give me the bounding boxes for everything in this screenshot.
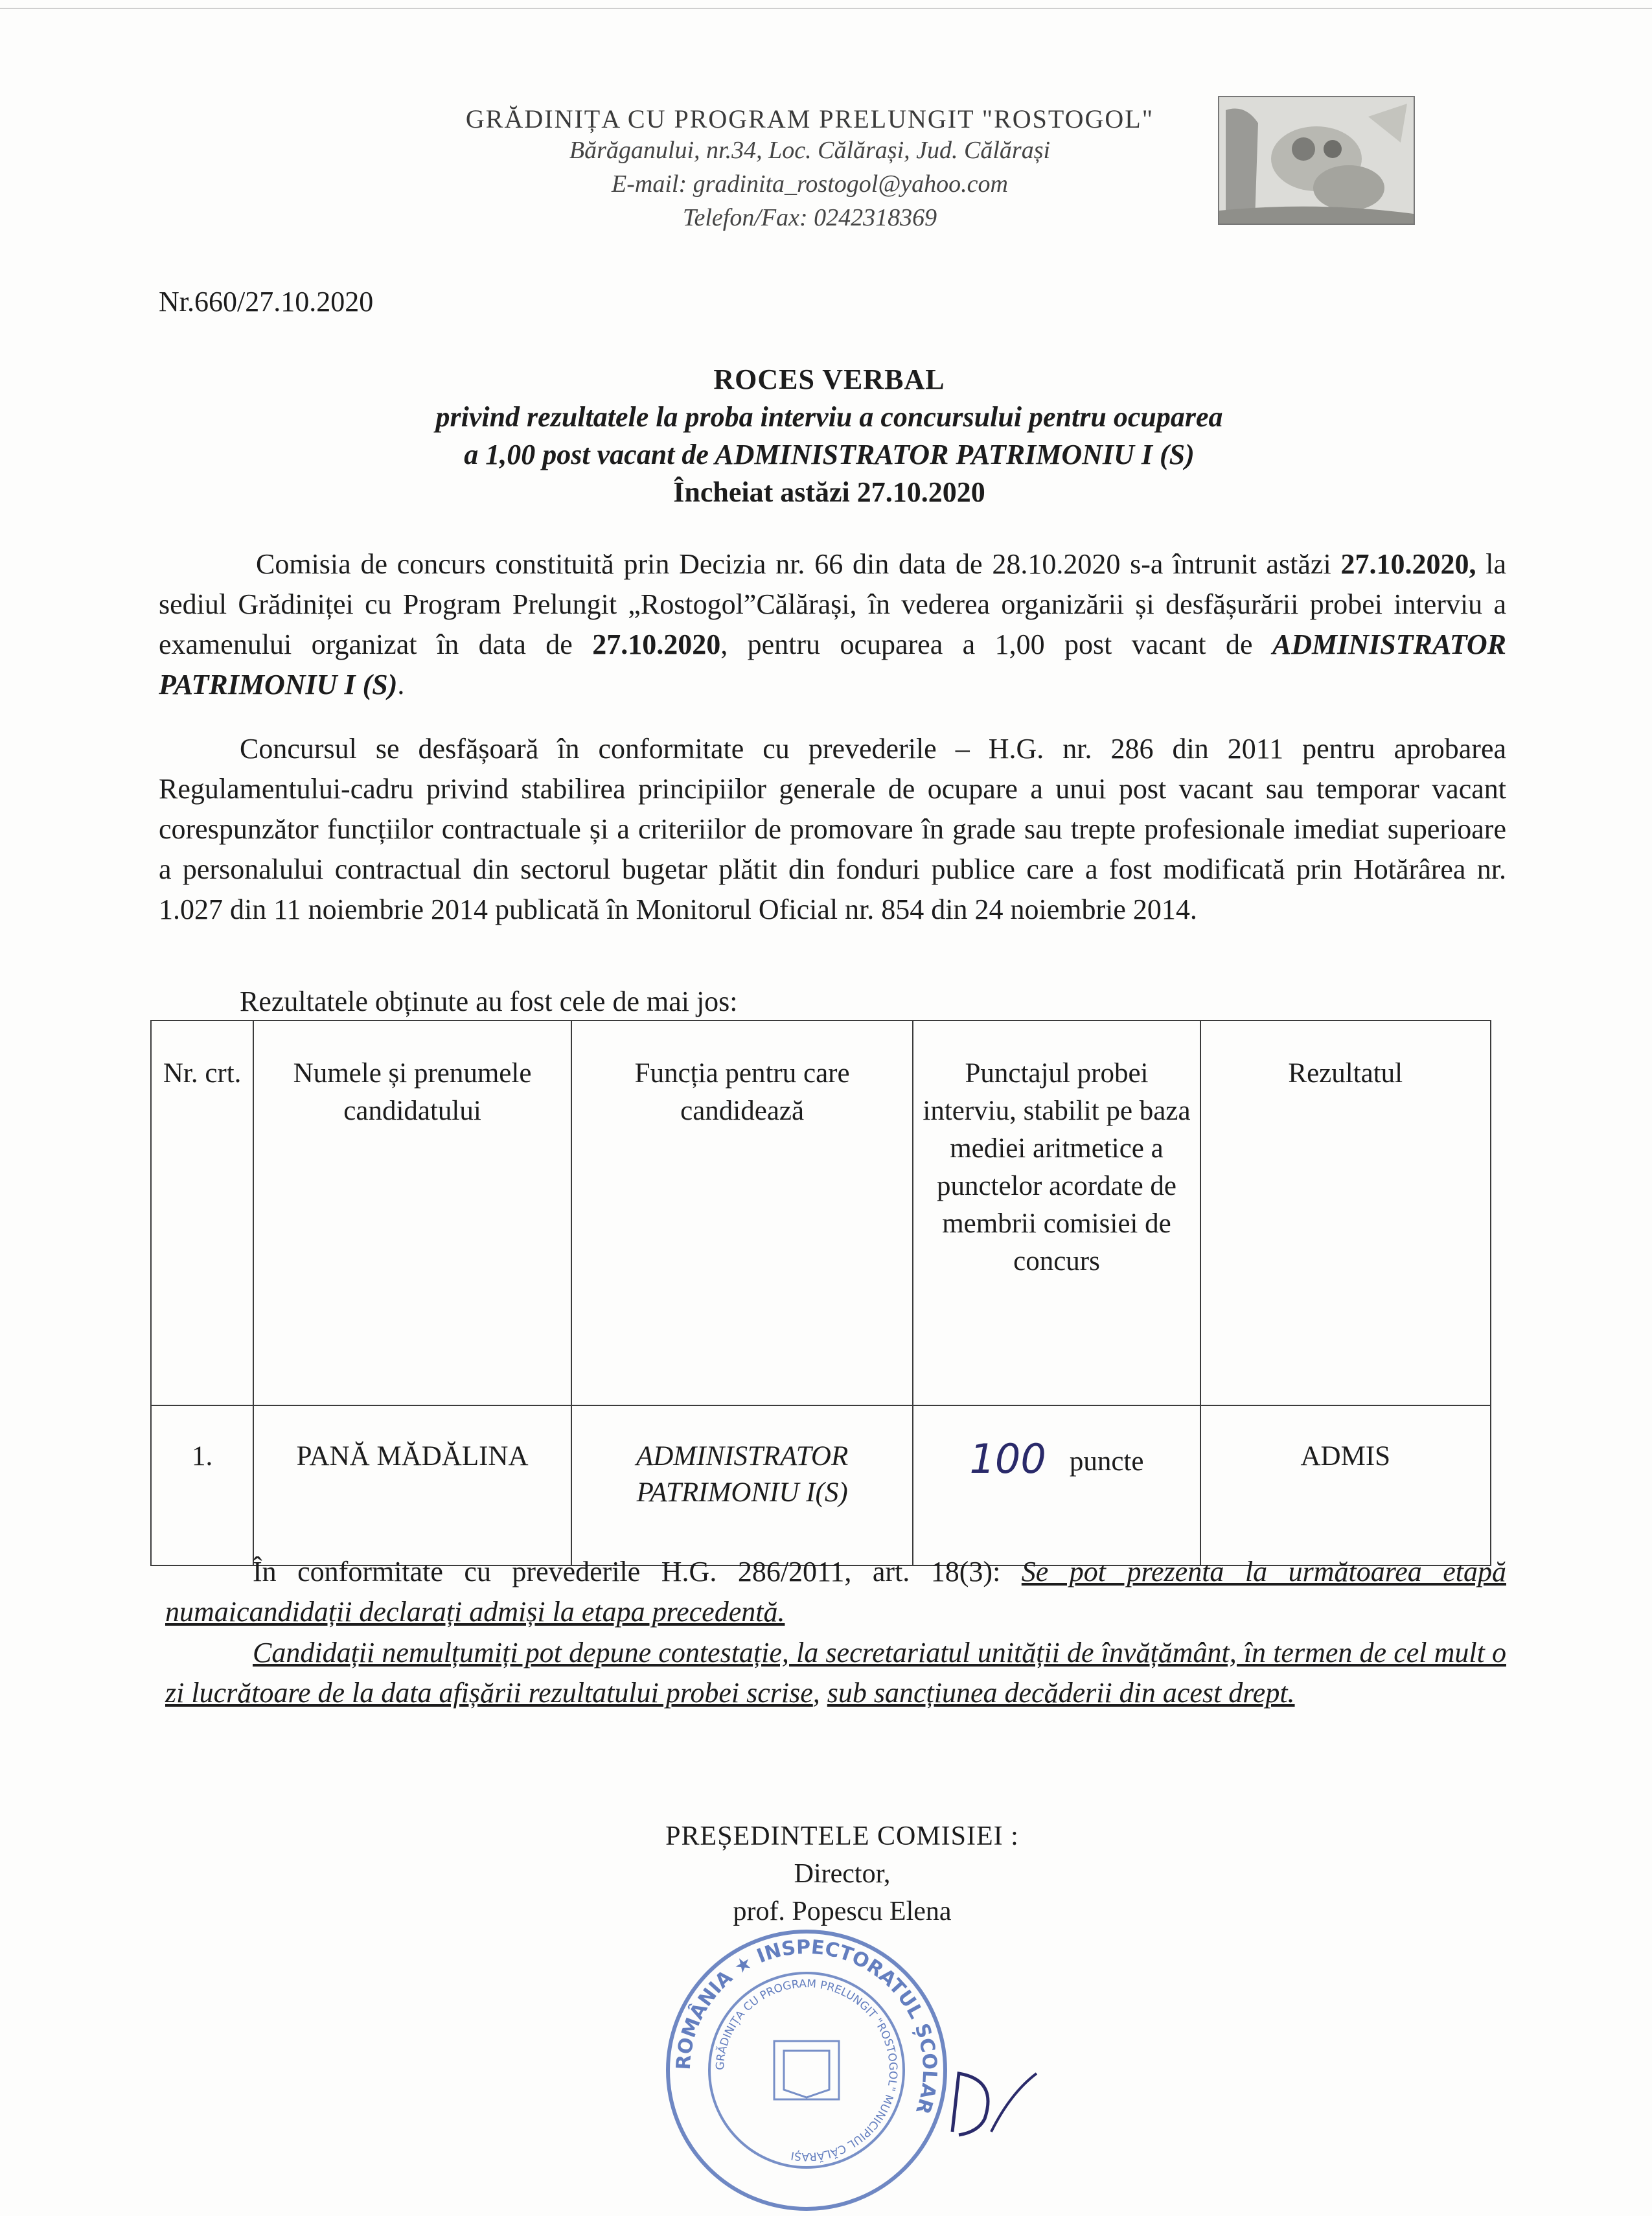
- paragraph-legislation: Concursul se desfășoară în conformitate cu prevederile – H.G. nr. 286 din 2011 pentru aprobarea Regulamentului-cadru privind stabilirea principiilor generale de ocupare a unui post vacant sau temporar vacant corespunzător funcțiilor contractuale și a criteriilor de promovare în grade sau trepte profesionale imediat superioare a personalului contractual din sectorul bugetar plătit din fonduri publice care a fost modificată prin Hotărârea nr. 1.027 din 11 noiembrie 2014 publicată în Monitorul Oficial nr. 854 din 24 noiembrie 2014.: [159, 733, 1506, 925]
- results-table: [150, 1020, 1491, 1566]
- score-unit: puncte: [1069, 1446, 1144, 1477]
- school-email: E-mail: gradinita_rostogol@yahoo.com: [612, 170, 1008, 198]
- document-subtitle-2: a 1,00 post vacant de ADMINISTRATOR PATRIMONIU I (S): [464, 439, 1195, 470]
- table-header-row: [151, 1021, 1491, 1405]
- school-name: GRĂDINIȚA CU PROGRAM PRELUNGIT "ROSTOGOL": [465, 104, 1154, 133]
- svg-text:GRĂDINIȚA CU PROGRAM PRELUNGIT: [714, 1978, 899, 2164]
- contest-text-a: Candidații nemulțumiți pot depune contestație, la secretariatul unității de învățământ, în termen de cel mult o zi lucrătoare de la data afișării rezultatului probei scrise: [165, 1637, 1506, 1709]
- para1-text-c: la sediul Grădiniței cu Program Prelungit „Rostogol”Călărași, în vederea organizării și desfășurării probei interviu a examenului organizat în data de: [159, 548, 1506, 660]
- para1-post-name: ADMINISTRATOR PATRIMONIU I (S): [159, 629, 1506, 700]
- regulation-underlined: Se pot prezenta la următoarea etapă numaicandidații declarați admiși la etapa precedentă.: [165, 1556, 1506, 1628]
- cell-result: ADMIS: [1200, 1405, 1491, 1565]
- handwritten-score: 100: [969, 1435, 1046, 1483]
- header-result: Rezultatul: [1200, 1021, 1491, 1405]
- cell-nr: 1.: [151, 1405, 253, 1565]
- table-row: [151, 1405, 1491, 1565]
- document-date-line: Încheiat astăzi 27.10.2020: [673, 476, 985, 508]
- header-score: Punctajul probei interviu, stabilit pe baza mediei aritmetice a punctelor acordate de membrii comisiei de concurs: [913, 1021, 1200, 1405]
- official-stamp: [664, 1928, 949, 2213]
- paragraph-regulation: [165, 1552, 1506, 1632]
- cell-function: ADMINISTRATOR PATRIMONIU I(S): [571, 1405, 913, 1565]
- regulation-text: În conformitate cu prevederile H.G. 286/2011, art. 18(3):: [253, 1556, 1022, 1587]
- president-position: Director,: [794, 1859, 891, 1889]
- document-title: ROCES VERBAL: [713, 364, 945, 395]
- para1-text-e: , pentru ocuparea a 1,00 post vacant de: [720, 629, 1272, 660]
- registration-number: Nr.660/27.10.2020: [159, 286, 374, 317]
- para1-date-bold: 27.10.2020,: [1340, 548, 1476, 580]
- stamp-outer-text: ROMÂNIA ★ INSPECTORATUL ȘCOLAR: [672, 1935, 941, 2117]
- stamp-seal-icon: [664, 1928, 949, 2213]
- cell-candidate-name: PANĂ MĂDĂLINA: [253, 1405, 571, 1565]
- top-edge-line: [0, 8, 1652, 9]
- para1-text-a: Comisia de concurs constituită prin Decizia nr. 66 din data de 28.10.2020 s-a întrunit astăzi: [256, 548, 1341, 580]
- signature-mark-icon: [939, 2060, 1043, 2138]
- stamp-inner-text: GRĂDINIȚA CU PROGRAM PRELUNGIT "ROSTOGOL" MUNICIPIUL CĂLĂRAȘI: [713, 1977, 900, 2164]
- header-function: Funcția pentru care candidează: [571, 1021, 913, 1405]
- logo-illustration-icon: [1219, 97, 1414, 224]
- header-name: Numele și prenumele candidatului: [253, 1021, 571, 1405]
- school-address: Bărăganului, nr.34, Loc. Călărași, Jud. Călărași: [569, 137, 1051, 164]
- contest-text-c: sub sancțiunea decăderii din acest drept.: [827, 1677, 1295, 1709]
- president-role: PREȘEDINTELE COMISIEI :: [665, 1821, 1019, 1851]
- president-name: prof. Popescu Elena: [733, 1897, 952, 1926]
- school-phone: Telefon/Fax: 0242318369: [682, 204, 937, 231]
- paragraph-contestation: [165, 1633, 1506, 1713]
- para1-period: .: [397, 669, 405, 700]
- handwritten-signature: [939, 2060, 1043, 2138]
- paragraph-commission: [159, 544, 1506, 705]
- school-logo-image: [1218, 96, 1415, 225]
- header-nr: Nr. crt.: [151, 1021, 253, 1405]
- para1-exam-date: 27.10.2020: [592, 629, 721, 660]
- cell-score: [913, 1405, 1200, 1565]
- contest-comma: ,: [812, 1677, 827, 1709]
- results-intro: Rezultatele obținute au fost cele de mai jos:: [240, 986, 738, 1017]
- document-subtitle-1: privind rezultatele la proba interviu a concursului pentru ocuparea: [435, 401, 1223, 433]
